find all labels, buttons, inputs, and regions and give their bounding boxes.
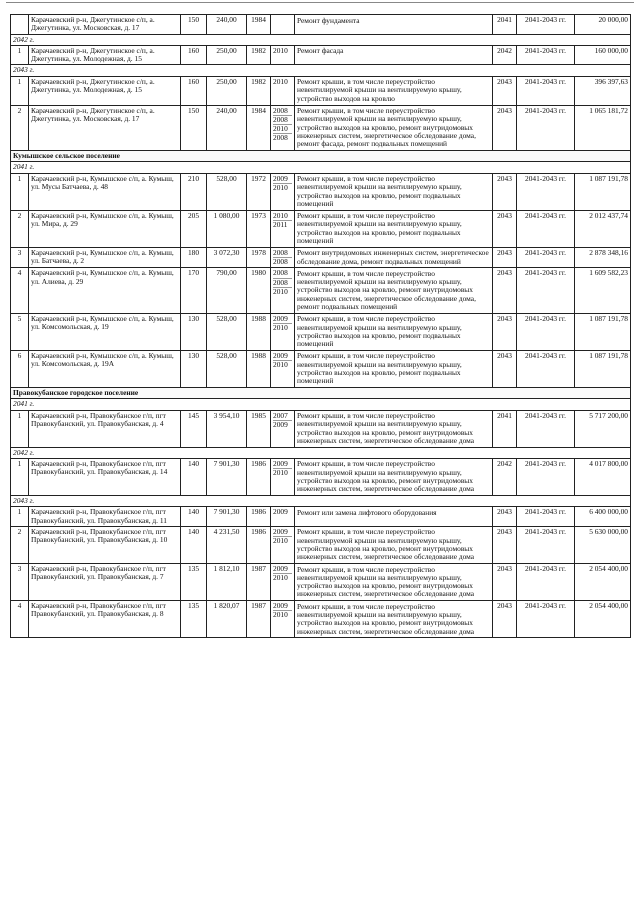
- work-item: Ремонт крыши, в том числе переустройство невентилируемой крыши на вентилируемую крышу, устройство выходов на кровлю: [297, 77, 462, 103]
- address-cell: Карачаевский р-н, Джегутинское с/п, а. Джегутинка, ул. Молодежная, д. 15: [29, 45, 181, 65]
- table-row: [11, 15, 631, 35]
- cost-cell: 20 000,00: [575, 15, 631, 35]
- last-repair-years-cell: [271, 105, 295, 150]
- works-cell: [295, 410, 493, 447]
- plan-year-cell: 2043: [493, 526, 517, 563]
- row-number: 3: [11, 247, 29, 268]
- address-cell: Карачаевский р-н, Кумышское с/п, а. Кумыш, ул. Батчаева, д. 2: [29, 247, 181, 268]
- last-repair-year: 2010: [273, 360, 288, 370]
- year-label: 2042 г.: [11, 34, 631, 45]
- row-number: 6: [11, 350, 29, 387]
- works-cell: [295, 173, 493, 210]
- build-year-cell: 1986: [247, 458, 271, 495]
- last-repair-year: 2010: [273, 76, 288, 86]
- table-row: [11, 268, 631, 313]
- period-cell: 2041-2043 гг.: [517, 210, 575, 247]
- cost-cell: 5 630 000,00: [575, 526, 631, 563]
- work-item: Ремонт крыши, в том числе переустройство невентилируемой крыши на вентилируемую крышу, устройство выходов на кровлю, ремонт внутридомовых инженерных систем, энергетическое обследование дома: [297, 601, 475, 636]
- year-header-row: [11, 65, 631, 76]
- work-item: Ремонт крыши, в том числе переустройство невентилируемой крыши на вентилируемую крышу, устройство выходов на кровлю, ремонт внутридомовых инженерных систем, энергетическое обследование дома, ремонт фасада, ремонт подвальных помещений: [297, 106, 476, 149]
- table-body: [11, 15, 631, 638]
- settlement-name: Правокубанское городское поселение: [11, 387, 631, 398]
- area-cell: 7 901,30: [207, 507, 247, 527]
- address-cell: Карачаевский р-н, Правокубанское г/п, пгт Правокубанский, ул. Правокубанская, д. 8: [29, 601, 181, 638]
- last-repair-years-cell: [271, 15, 295, 35]
- year-label: 2041 г.: [11, 162, 631, 173]
- build-year-cell: 1982: [247, 45, 271, 65]
- work-item: Ремонт фасада: [297, 46, 344, 56]
- last-repair-year: 2008: [273, 269, 292, 278]
- address-cell: Карачаевский р-н, Кумышское с/п, а. Кумыш, ул. Алиева, д. 29: [29, 268, 181, 313]
- row-number: 4: [11, 268, 29, 313]
- period-cell: 2041-2043 гг.: [517, 247, 575, 268]
- table-row: [11, 526, 631, 563]
- work-item: Ремонт крыши, в том числе переустройство невентилируемой крыши на вентилируемую крышу, устройство выходов на кровлю, ремонт внутридомовых инженерных систем, энергетическое обследование дома: [297, 411, 475, 445]
- wear-cell: 160: [181, 76, 207, 105]
- last-repair-years-cell: [271, 76, 295, 105]
- plan-year-cell: 2043: [493, 313, 517, 350]
- area-cell: 3 072,30: [207, 247, 247, 268]
- address-cell: Карачаевский р-н, Кумышское с/п, а. Кумыш, ул. Мусы Батчаева, д. 48: [29, 173, 181, 210]
- plan-year-cell: 2043: [493, 268, 517, 313]
- last-repair-year: 2010: [273, 125, 292, 134]
- address-cell: Карачаевский р-н, Джегутинское с/п, а. Джегутинка, ул. Молодежная, д. 15: [29, 76, 181, 105]
- wear-cell: 140: [181, 526, 207, 563]
- last-repair-year: 2009: [273, 419, 288, 429]
- year-header-row: [11, 447, 631, 458]
- works-cell: [295, 458, 493, 495]
- plan-year-cell: 2043: [493, 601, 517, 638]
- row-number: 1: [11, 410, 29, 447]
- last-repair-year: 2011: [273, 219, 288, 229]
- last-repair-year: 2010: [273, 573, 288, 583]
- last-repair-year: 2010: [273, 536, 288, 546]
- period-cell: 2041-2043 гг.: [517, 45, 575, 65]
- last-repair-year: 2009: [273, 565, 292, 574]
- row-number: 1: [11, 76, 29, 105]
- works-cell: [295, 507, 493, 527]
- wear-cell: 145: [181, 410, 207, 447]
- wear-cell: 135: [181, 564, 207, 601]
- wear-cell: 130: [181, 350, 207, 387]
- last-repair-years-cell: [271, 173, 295, 210]
- row-number: 1: [11, 45, 29, 65]
- last-repair-years-cell: [271, 313, 295, 350]
- cost-cell: 396 397,63: [575, 76, 631, 105]
- table-row: [11, 458, 631, 495]
- address-cell: Карачаевский р-н, Кумышское с/п, а. Кумыш, ул. Комсомольская, д. 19: [29, 313, 181, 350]
- last-repair-years-cell: [271, 564, 295, 601]
- last-repair-year: 2007: [273, 412, 292, 421]
- last-repair-year: 2008: [273, 133, 288, 143]
- table-row: [11, 507, 631, 527]
- area-cell: 528,00: [207, 313, 247, 350]
- area-cell: 790,00: [207, 268, 247, 313]
- area-cell: 240,00: [207, 15, 247, 35]
- row-number: 2: [11, 105, 29, 150]
- cost-cell: 1 065 181,72: [575, 105, 631, 150]
- period-cell: 2041-2043 гг.: [517, 601, 575, 638]
- wear-cell: 205: [181, 210, 207, 247]
- period-cell: 2041-2043 гг.: [517, 268, 575, 313]
- plan-year-cell: 2043: [493, 210, 517, 247]
- work-item: Ремонт крыши, в том числе переустройство невентилируемой крыши на вентилируемую крышу, устройство выходов на кровлю, ремонт внутридомовых инженерных систем, энергетическое обследование дома: [297, 564, 475, 599]
- row-number: 1: [11, 173, 29, 210]
- last-repair-year: 2009: [273, 315, 292, 324]
- plan-year-cell: 2041: [493, 410, 517, 447]
- last-repair-years-cell: [271, 458, 295, 495]
- plan-year-cell: 2043: [493, 173, 517, 210]
- last-repair-year: 2010: [273, 610, 288, 620]
- settlement-name: Кумышское сельское поселение: [11, 150, 631, 161]
- wear-cell: 210: [181, 173, 207, 210]
- last-repair-year: 2008: [273, 249, 292, 258]
- year-header-row: [11, 162, 631, 173]
- cost-cell: 1 087 191,78: [575, 173, 631, 210]
- row-number: 5: [11, 313, 29, 350]
- cost-cell: 2 054 400,00: [575, 601, 631, 638]
- last-repair-year: 2010: [273, 323, 288, 332]
- year-label: 2041 г.: [11, 399, 631, 410]
- wear-cell: 150: [181, 105, 207, 150]
- build-year-cell: 1988: [247, 350, 271, 387]
- area-cell: 4 231,50: [207, 526, 247, 563]
- work-item: Ремонт крыши, в том числе переустройство невентилируемой крыши на вентилируемую крышу, устройство выходов на кровлю, ремонт подвальных помещений: [297, 211, 462, 245]
- cost-cell: 5 717 200,00: [575, 410, 631, 447]
- last-repair-years-cell: [271, 268, 295, 313]
- wear-cell: 130: [181, 313, 207, 350]
- works-cell: [295, 15, 493, 35]
- work-item: Ремонт крыши, в том числе переустройство невентилируемой крыши на вентилируемую крышу, устройство выходов на кровлю, ремонт внутридомовых инженерных систем, энергетическое обследование дома: [297, 459, 475, 494]
- period-cell: 2041-2043 гг.: [517, 564, 575, 601]
- period-cell: 2041-2043 гг.: [517, 173, 575, 210]
- last-repair-years-cell: [271, 526, 295, 563]
- build-year-cell: 1972: [247, 173, 271, 210]
- wear-cell: 180: [181, 247, 207, 268]
- works-cell: [295, 210, 493, 247]
- build-year-cell: 1973: [247, 210, 271, 247]
- last-repair-year: 2009: [273, 352, 292, 361]
- works-cell: [295, 564, 493, 601]
- table-row: [11, 210, 631, 247]
- row-number: 3: [11, 564, 29, 601]
- address-cell: Карачаевский р-н, Правокубанское г/п, пгт Правокубанский, ул. Правокубанская, д. 14: [29, 458, 181, 495]
- settlement-header-row: [11, 387, 631, 398]
- wear-cell: 140: [181, 507, 207, 527]
- last-repair-year: 2010: [273, 468, 288, 478]
- last-repair-year: 2008: [273, 107, 292, 116]
- works-cell: [295, 313, 493, 350]
- work-item: Ремонт крыши, в том числе переустройство невентилируемой крыши на вентилируемую крышу, устройство выходов на кровлю, ремонт подвальных помещений: [297, 174, 462, 208]
- last-repair-years-cell: [271, 601, 295, 638]
- plan-year-cell: 2043: [493, 564, 517, 601]
- last-repair-year: 2009: [273, 528, 292, 537]
- period-cell: 2041-2043 гг.: [517, 15, 575, 35]
- works-cell: [295, 526, 493, 563]
- area-cell: 528,00: [207, 173, 247, 210]
- last-repair-years-cell: [271, 350, 295, 387]
- work-item: Ремонт внутридомовых инженерных систем, энергетическое обследование дома, ремонт подвальных помещений: [297, 248, 489, 266]
- area-cell: 7 901,30: [207, 458, 247, 495]
- year-header-row: [11, 399, 631, 410]
- table-row: [11, 601, 631, 638]
- table-row: [11, 76, 631, 105]
- last-repair-year: 2010: [273, 286, 288, 296]
- last-repair-year: 2009: [273, 460, 292, 469]
- year-label: 2042 г.: [11, 447, 631, 458]
- period-cell: 2041-2043 гг.: [517, 350, 575, 387]
- last-repair-years-cell: [271, 247, 295, 268]
- last-repair-year: 2010: [273, 45, 288, 55]
- row-number: 2: [11, 526, 29, 563]
- work-item: Ремонт крыши, в том числе переустройство невентилируемой крыши на вентилируемую крышу, устройство выходов на кровлю, ремонт подвальных помещений: [297, 314, 462, 349]
- row-number: [11, 15, 29, 35]
- table-row: [11, 313, 631, 350]
- repair-program-table: [10, 14, 631, 638]
- table-row: [11, 247, 631, 268]
- wear-cell: 150: [181, 15, 207, 35]
- address-cell: Карачаевский р-н, Правокубанское г/п, пгт Правокубанский, ул. Правокубанская, д. 7: [29, 564, 181, 601]
- table-row: [11, 410, 631, 447]
- row-number: 1: [11, 507, 29, 527]
- wear-cell: 135: [181, 601, 207, 638]
- period-cell: 2041-2043 гг.: [517, 76, 575, 105]
- year-label: 2043 г.: [11, 65, 631, 76]
- area-cell: 528,00: [207, 350, 247, 387]
- build-year-cell: 1982: [247, 76, 271, 105]
- works-cell: [295, 350, 493, 387]
- cost-cell: 160 000,00: [575, 45, 631, 65]
- year-label: 2043 г.: [11, 496, 631, 507]
- cost-cell: 2 012 437,74: [575, 210, 631, 247]
- last-repair-year: 2010: [273, 182, 288, 192]
- last-repair-year: 2009: [273, 175, 292, 184]
- plan-year-cell: 2043: [493, 247, 517, 268]
- address-cell: Карачаевский р-н, Кумышское с/п, а. Кумыш, ул. Мира, д. 29: [29, 210, 181, 247]
- period-cell: 2041-2043 гг.: [517, 410, 575, 447]
- works-cell: [295, 601, 493, 638]
- last-repair-years-cell: [271, 45, 295, 65]
- last-repair-year: 2009: [273, 602, 292, 611]
- work-item: Ремонт крыши, в том числе переустройство невентилируемой крыши на вентилируемую крышу, устройство выходов на кровлю, ремонт внутридомовых инженерных систем, энергетическое обследование дома: [297, 527, 475, 562]
- wear-cell: 160: [181, 45, 207, 65]
- area-cell: 3 954,10: [207, 410, 247, 447]
- area-cell: 1 812,10: [207, 564, 247, 601]
- area-cell: 1 080,00: [207, 210, 247, 247]
- address-cell: Карачаевский р-н, Правокубанское г/п, пгт Правокубанский, ул. Правокубанская, д. 11: [29, 507, 181, 527]
- area-cell: 240,00: [207, 105, 247, 150]
- build-year-cell: 1984: [247, 15, 271, 35]
- area-cell: 250,00: [207, 45, 247, 65]
- address-cell: Карачаевский р-н, Джегутинское с/п, а. Джегутинка, ул. Московская, д. 17: [29, 15, 181, 35]
- last-repair-years-cell: [271, 410, 295, 447]
- address-cell: Карачаевский р-н, Джегутинское с/п, а. Джегутинка, ул. Московская, д. 17: [29, 105, 181, 150]
- cost-cell: 4 017 800,00: [575, 458, 631, 495]
- works-cell: [295, 247, 493, 268]
- wear-cell: 140: [181, 458, 207, 495]
- period-cell: 2041-2043 гг.: [517, 458, 575, 495]
- works-cell: [295, 45, 493, 65]
- table-row: [11, 350, 631, 387]
- address-cell: Карачаевский р-н, Правокубанское г/п, пгт Правокубанский, ул. Правокубанская, д. 4: [29, 410, 181, 447]
- plan-year-cell: 2042: [493, 45, 517, 65]
- year-header-row: [11, 34, 631, 45]
- work-item: Ремонт крыши, в том числе переустройство невентилируемой крыши на вентилируемую крышу, устройство выходов на кровлю, ремонт внутридомовых инженерных систем, энергетическое обследование дома, ремонт подвальных помещений: [297, 268, 476, 311]
- cost-cell: 2 878 348,16: [575, 247, 631, 268]
- table-row: [11, 45, 631, 65]
- cost-cell: 1 087 191,78: [575, 313, 631, 350]
- plan-year-cell: 2043: [493, 76, 517, 105]
- table-row: [11, 564, 631, 601]
- year-header-row: [11, 496, 631, 507]
- table-row: [11, 173, 631, 210]
- plan-year-cell: 2043: [493, 507, 517, 527]
- plan-year-cell: 2041: [493, 15, 517, 35]
- settlement-header-row: [11, 150, 631, 161]
- build-year-cell: 1986: [247, 526, 271, 563]
- last-repair-years-cell: [271, 507, 295, 527]
- period-cell: 2041-2043 гг.: [517, 313, 575, 350]
- address-cell: Карачаевский р-н, Правокубанское г/п, пгт Правокубанский, ул. Правокубанская, д. 10: [29, 526, 181, 563]
- last-repair-year: 2009: [273, 507, 288, 517]
- cost-cell: 6 400 000,00: [575, 507, 631, 527]
- page-edge-line: [6, 2, 634, 9]
- period-cell: 2041-2043 гг.: [517, 526, 575, 563]
- work-item: Ремонт крыши, в том числе переустройство невентилируемой крыши на вентилируемую крышу, устройство выходов на кровлю, ремонт подвальных помещений: [297, 351, 462, 386]
- row-number: 4: [11, 601, 29, 638]
- last-repair-year: 2010: [273, 212, 292, 221]
- cost-cell: 2 054 400,00: [575, 564, 631, 601]
- period-cell: 2041-2043 гг.: [517, 105, 575, 150]
- row-number: 1: [11, 458, 29, 495]
- cost-cell: 1 087 191,78: [575, 350, 631, 387]
- build-year-cell: 1986: [247, 507, 271, 527]
- last-repair-year: 2008: [273, 257, 288, 267]
- area-cell: 1 820,07: [207, 601, 247, 638]
- works-cell: [295, 268, 493, 313]
- build-year-cell: 1978: [247, 247, 271, 268]
- work-item: Ремонт фундамента: [297, 15, 360, 25]
- table-row: [11, 105, 631, 150]
- area-cell: 250,00: [207, 76, 247, 105]
- plan-year-cell: 2043: [493, 350, 517, 387]
- build-year-cell: 1980: [247, 268, 271, 313]
- last-repair-year: 2008: [273, 116, 292, 125]
- work-item: Ремонт или замена лифтового оборудования: [297, 507, 437, 517]
- works-cell: [295, 105, 493, 150]
- plan-year-cell: 2042: [493, 458, 517, 495]
- last-repair-year: 2008: [273, 279, 292, 288]
- build-year-cell: 1987: [247, 601, 271, 638]
- plan-year-cell: 2043: [493, 105, 517, 150]
- period-cell: 2041-2043 гг.: [517, 507, 575, 527]
- wear-cell: 170: [181, 268, 207, 313]
- build-year-cell: 1988: [247, 313, 271, 350]
- last-repair-years-cell: [271, 210, 295, 247]
- build-year-cell: 1985: [247, 410, 271, 447]
- row-number: 2: [11, 210, 29, 247]
- build-year-cell: 1987: [247, 564, 271, 601]
- address-cell: Карачаевский р-н, Кумышское с/п, а. Кумыш, ул. Комсомольская, д. 19А: [29, 350, 181, 387]
- build-year-cell: 1984: [247, 105, 271, 150]
- works-cell: [295, 76, 493, 105]
- cost-cell: 1 609 582,23: [575, 268, 631, 313]
